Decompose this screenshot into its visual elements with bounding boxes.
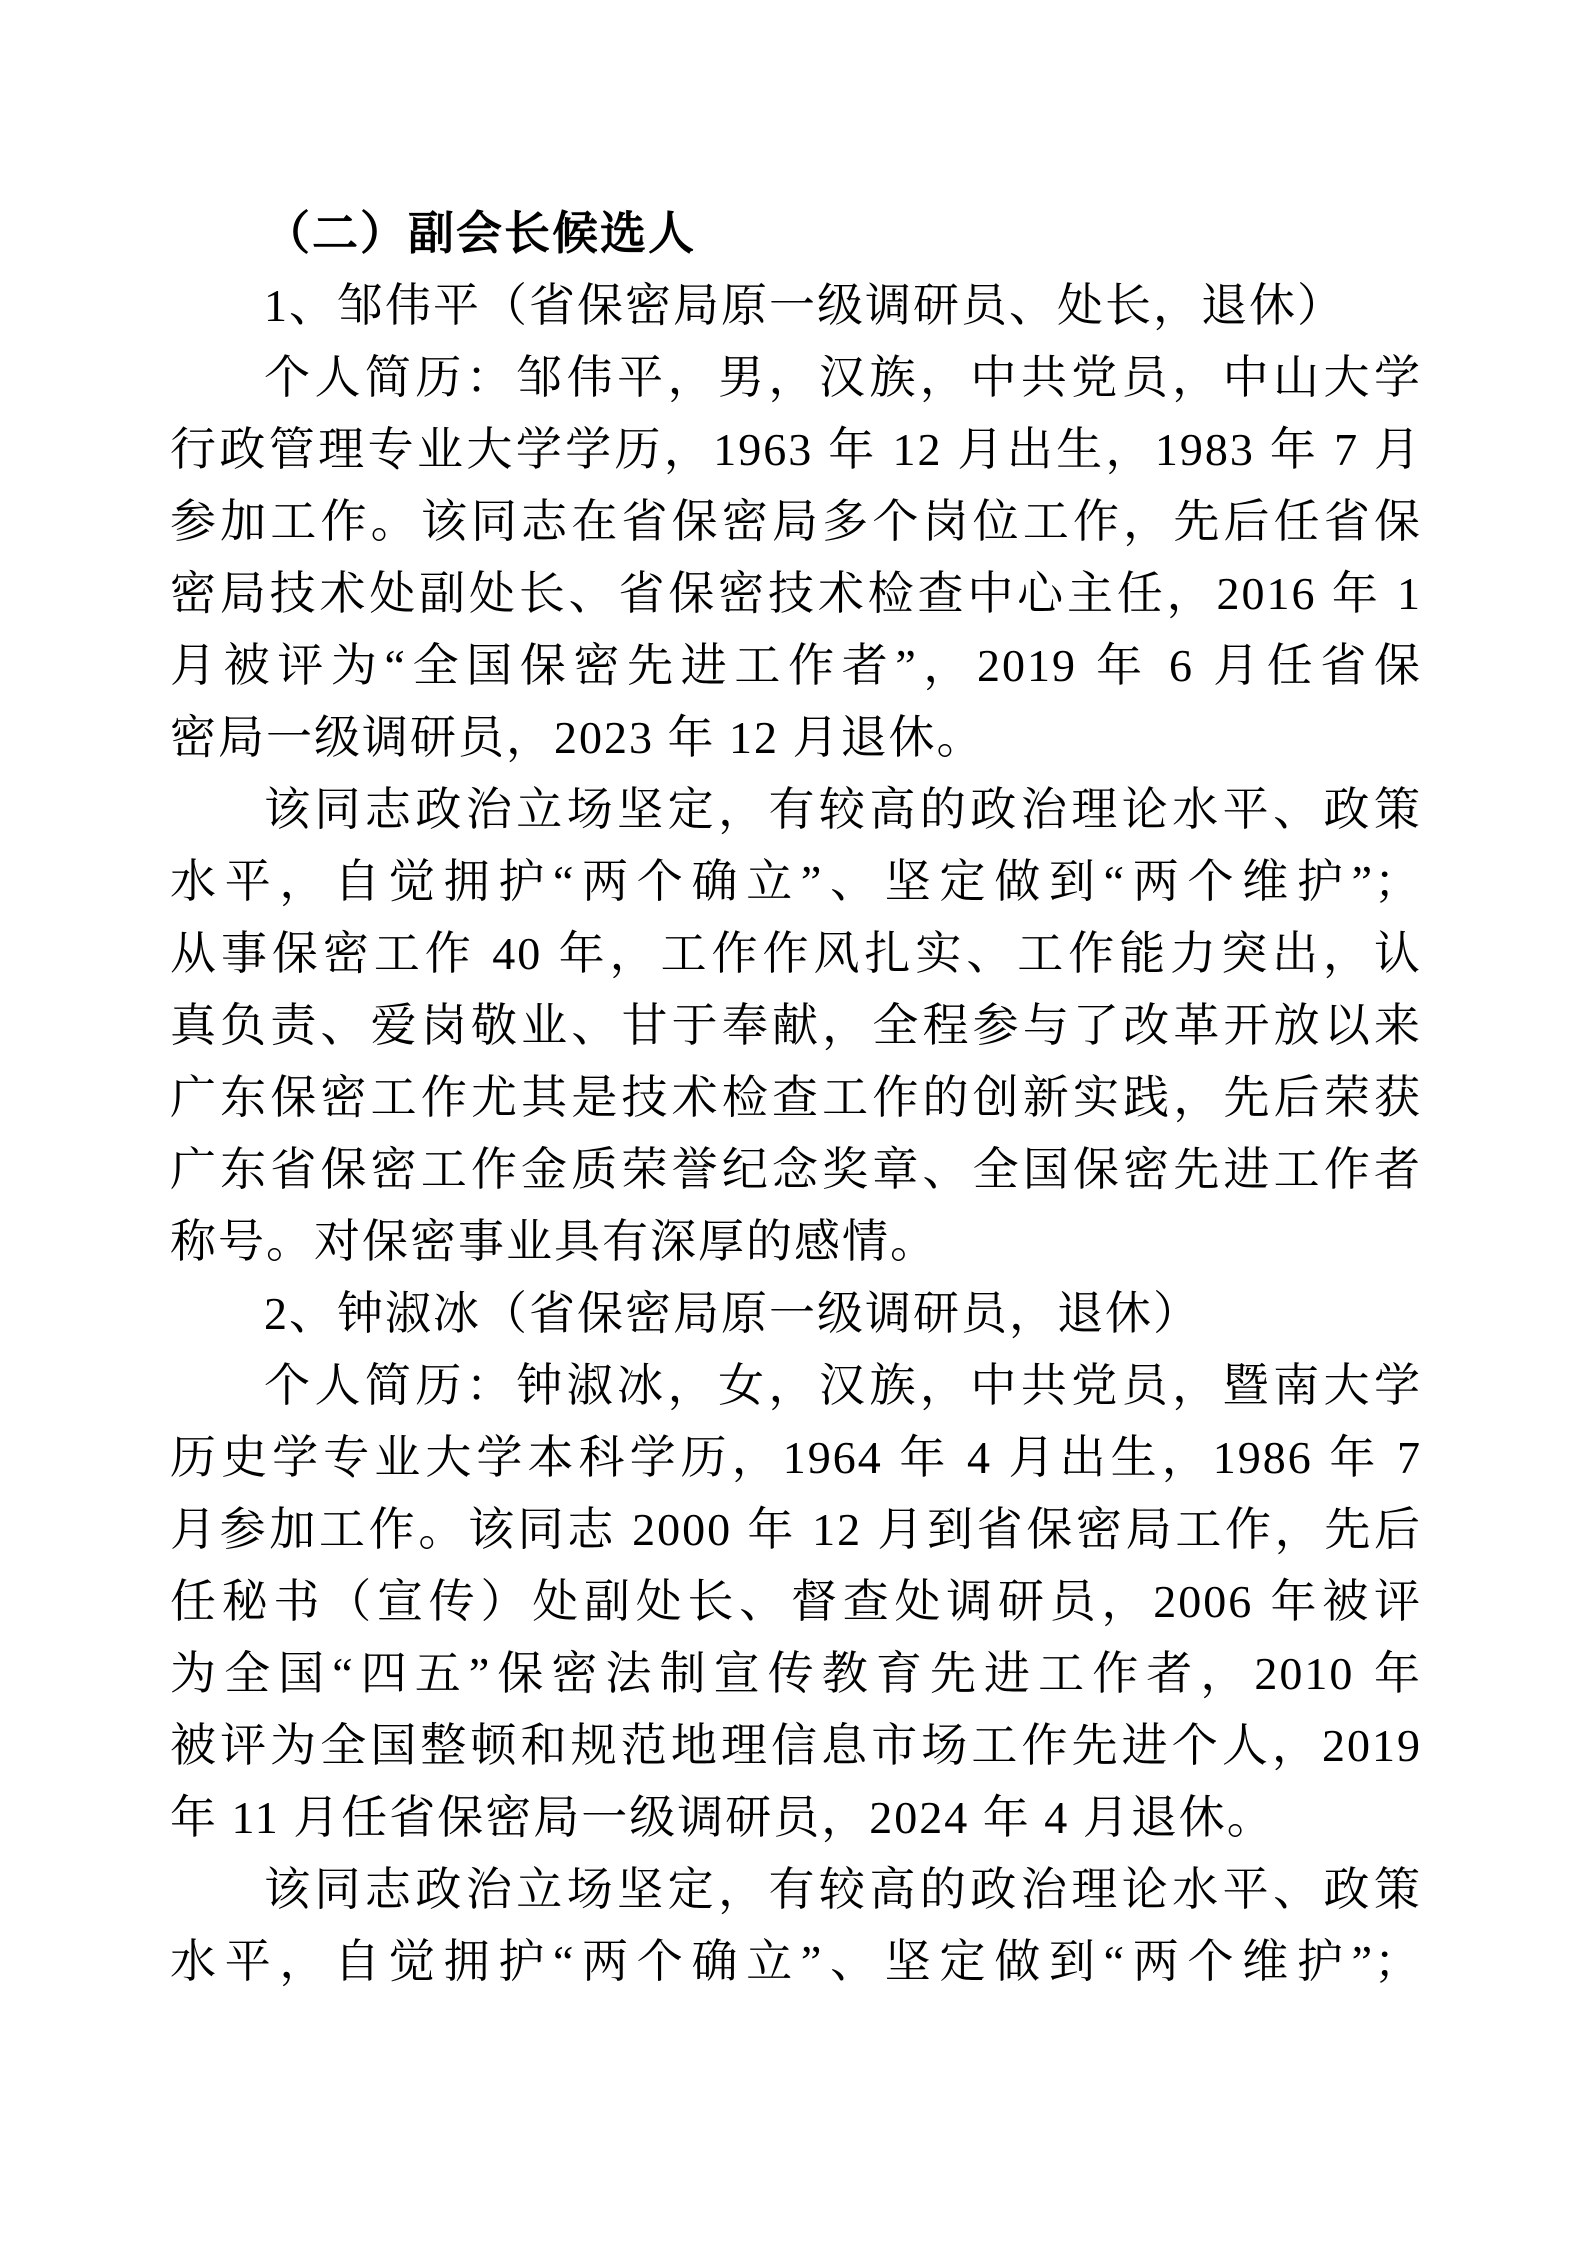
text-line: 从事保密工作 40 年，工作作风扎实、工作能力突出，认 bbox=[170, 928, 1422, 979]
document-content bbox=[170, 198, 1422, 1998]
paragraph bbox=[170, 1350, 1422, 1854]
text-line: 该同志政治立场坚定，有较高的政治理论水平、政策 bbox=[264, 1864, 1422, 1915]
text-line: 1、邹伟平（省保密局原一级调研员、处长，退休） bbox=[264, 280, 1345, 331]
text-line: 年 11 月任省保密局一级调研员，2024 年 4 月退休。 bbox=[170, 1792, 1275, 1843]
text-line: 月参加工作。该同志 2000 年 12 月到省保密局工作，先后 bbox=[170, 1504, 1422, 1555]
paragraph bbox=[170, 1854, 1422, 1998]
text-line: 任秘书（宣传）处副处长、督查处调研员，2006 年被评 bbox=[170, 1576, 1422, 1627]
text-line: 行政管理专业大学学历，1963 年 12 月出生，1983 年 7 月 bbox=[170, 424, 1422, 475]
text-line: 历史学专业大学本科学历，1964 年 4 月出生，1986 年 7 bbox=[170, 1432, 1422, 1483]
text-line: 参加工作。该同志在省保密局多个岗位工作，先后任省保 bbox=[170, 496, 1422, 547]
text-line: 水平，自觉拥护“两个确立”、坚定做到“两个维护”； bbox=[170, 1936, 1422, 1987]
text-line: 2、钟淑冰（省保密局原一级调研员，退休） bbox=[264, 1288, 1201, 1339]
section-heading: （二）副会长候选人 bbox=[264, 208, 696, 259]
text-line: 被评为全国整顿和规范地理信息市场工作先进个人，2019 bbox=[170, 1720, 1422, 1771]
document-body bbox=[170, 270, 1422, 1998]
text-line: 为全国“四五”保密法制宣传教育先进工作者，2010 年 bbox=[170, 1648, 1422, 1699]
text-line: 广东省保密工作金质荣誉纪念奖章、全国保密先进工作者 bbox=[170, 1144, 1422, 1195]
text-line: 密局技术处副处长、省保密技术检查中心主任，2016 年 1 bbox=[170, 568, 1423, 619]
text-line: 密局一级调研员，2023 年 12 月退休。 bbox=[170, 712, 985, 763]
text-line: 真负责、爱岗敬业、甘于奉献，全程参与了改革开放以来 bbox=[170, 1000, 1422, 1051]
text-line: 个人简历：钟淑冰，女，汉族，中共党员，暨南大学 bbox=[264, 1360, 1422, 1411]
text-line: 月被评为“全国保密先进工作者”，2019 年 6 月任省保 bbox=[170, 640, 1422, 691]
paragraph bbox=[170, 270, 1422, 342]
text-line: 该同志政治立场坚定，有较高的政治理论水平、政策 bbox=[264, 784, 1422, 835]
paragraph bbox=[170, 774, 1422, 1278]
text-line: 个人简历：邹伟平，男，汉族，中共党员，中山大学 bbox=[264, 352, 1422, 403]
paragraph bbox=[170, 1278, 1422, 1350]
text-line: 水平，自觉拥护“两个确立”、坚定做到“两个维护”； bbox=[170, 856, 1422, 907]
text-line: 广东保密工作尤其是技术检查工作的创新实践，先后荣获 bbox=[170, 1072, 1422, 1123]
paragraph bbox=[170, 342, 1422, 774]
text-line: 称号。对保密事业具有深厚的感情。 bbox=[170, 1216, 938, 1267]
